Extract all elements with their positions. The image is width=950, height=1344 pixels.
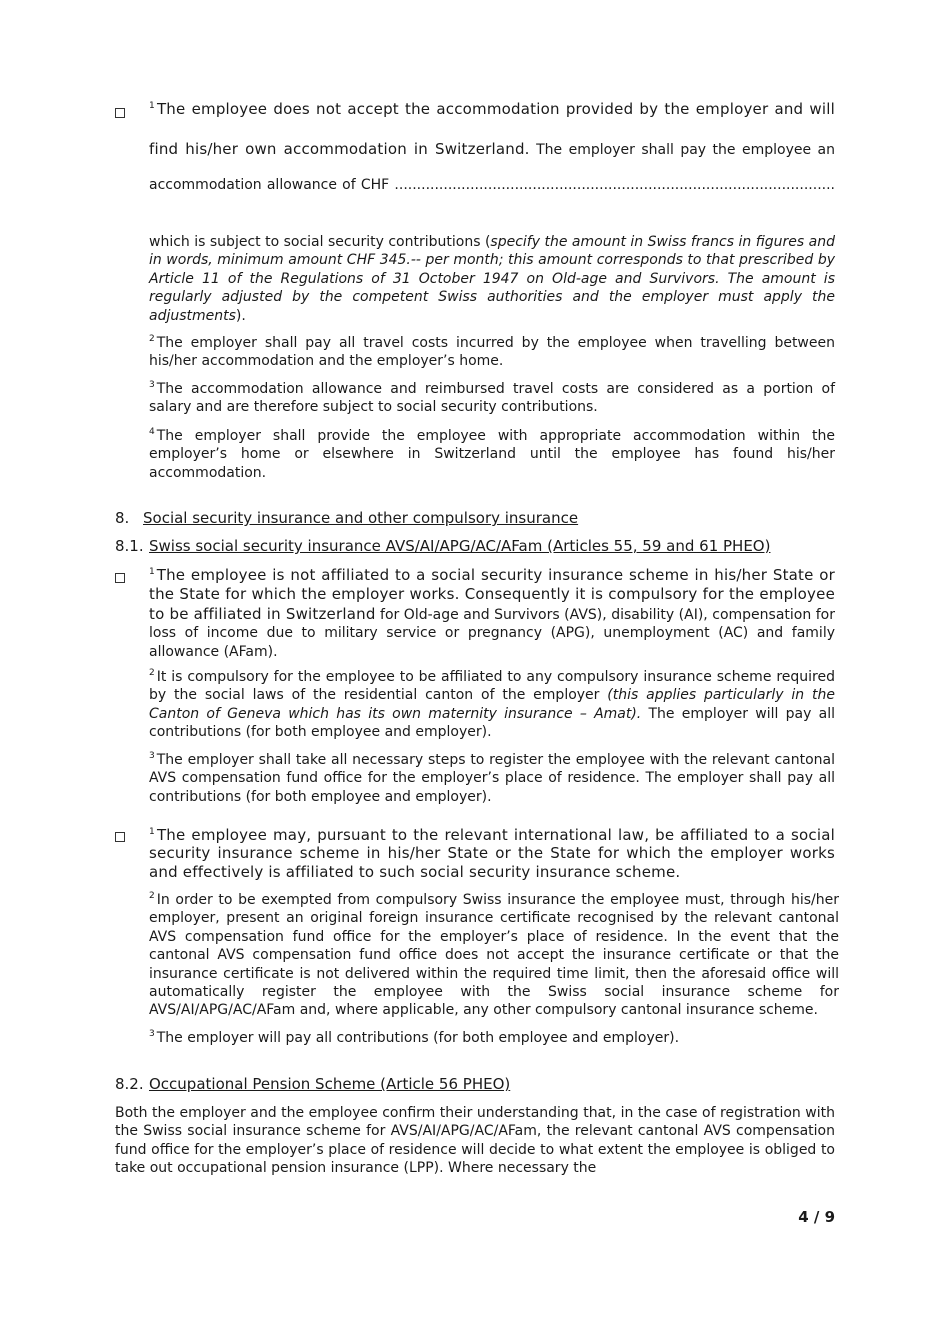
accommodation-paragraph-1-line-1: $^1$ The employee does not accept the accommodation provided by the employer and will: [149, 100, 835, 118]
travel-costs-paragraph: $^2$ The employer shall pay all travel costs incurred by the employee when travelling between his/her accommodation and the employer’s home.: [149, 334, 835, 370]
provide-accommodation-paragraph: $^4$ The employer shall provide the employee with appropriate accommodation within the employer’s home or elsewhere in Switzerland until the employee has found his/her accommodation.: [149, 427, 835, 481]
accommodation-allowance-details: which is subject to social security contributions (specify the amount in Swiss francs in figures and in words, minimum amount CHF 345.-- per month; this amount corresponds to that prescribed by Article 11 of the Regulations of 31 October 1947 on Old-age and Survivors. The amount is regularly adjusted by the competent Swiss authorities and the employer must apply the adjustments).: [149, 234, 835, 324]
affiliated-paragraph-2: $^2$ In order to be exempted from compulsory Swiss insurance the employee must, through his/her employer, present an original foreign insurance certificate recognised by the relevant cantonal AVS compensation fund office for the employer’s place of residence. In the event that the cantonal AVS compensation fund office does not accept the insurance certificate or that the insurance certificate is not delivered within the required time limit, then the aforesaid office will automatically register the employee with the Swiss social insurance scheme for AVS/AI/APG/AC/AFam and, where applicable, any other compulsory cantonal insurance scheme.: [149, 891, 839, 1019]
section-8-1-heading: 8.1. Swiss social security insurance AVS/AI/APG/AC/AFam (Articles 55, 59 and 61 PHEO): [115, 537, 771, 555]
allowance-contributions-paragraph: $^3$ The accommodation allowance and reimbursed travel costs are considered as a portion of salary and are therefore subject to social security contributions.: [149, 380, 835, 416]
section-8-2-heading: 8.2. Occupational Pension Scheme (Article 56 PHEO): [115, 1075, 511, 1093]
affiliated-paragraph-3: $^3$ The employer will pay all contributions (for both employee and employer).: [149, 1029, 680, 1046]
checkbox-affiliated-option[interactable]: [115, 832, 125, 842]
not-affiliated-paragraph-1: $^1$ The employee is not affiliated to a social security insurance scheme in his/her State or the State for which the employer works. Consequently it is compulsory for the employee to be affiliated in Switzerland for Old-age and Survivors (AVS), disability (AI), compensation for loss of income due to military service or pregnancy (APG), unemployment (AC) and family allowance (AFam).: [149, 566, 835, 660]
checkbox-accommodation-option[interactable]: [115, 108, 125, 118]
affiliated-paragraph-1: $^1$ The employee may, pursuant to the relevant international law, be affiliated to a social security insurance scheme in his/her State or the State for which the employer works and effectively is affiliated to such social security insurance scheme.: [149, 826, 835, 881]
occupational-pension-paragraph: Both the employer and the employee confirm their understanding that, in the case of registration with the Swiss social insurance scheme for AVS/AI/APG/AC/AFam, the relevant cantonal AVS compensation fund office for the employer’s place of residence will decide to what extent the employee is obliged to take out occupational pension insurance (LPP). Where necessary the: [115, 1105, 835, 1177]
not-affiliated-paragraph-3: $^3$ The employer shall take all necessary steps to register the employee with the relevant cantonal AVS compensation fund office for the employer’s place of residence. The employer shall pay all contributions (for both employee and employer).: [149, 751, 835, 805]
checkbox-not-affiliated-option[interactable]: [115, 573, 125, 583]
accommodation-allowance-line: accommodation allowance of CHF ...................................................................................................: [149, 177, 835, 193]
accommodation-paragraph-1-line-2: find his/her own accommodation in Switzerland. The employer shall pay the employee an: [149, 140, 835, 158]
section-8-heading: 8. Social security insurance and other compulsory insurance: [115, 509, 579, 527]
page-number: 4 / 9: [798, 1208, 835, 1226]
not-affiliated-paragraph-2: $^2$ It is compulsory for the employee to be affiliated to any compulsory insurance scheme required by the social laws of the residential canton of the employer (this applies particularly in the Canton of Geneva which has its own maternity insurance – Amat). The employer will pay all contributions (for both employee and employer).: [149, 668, 836, 741]
